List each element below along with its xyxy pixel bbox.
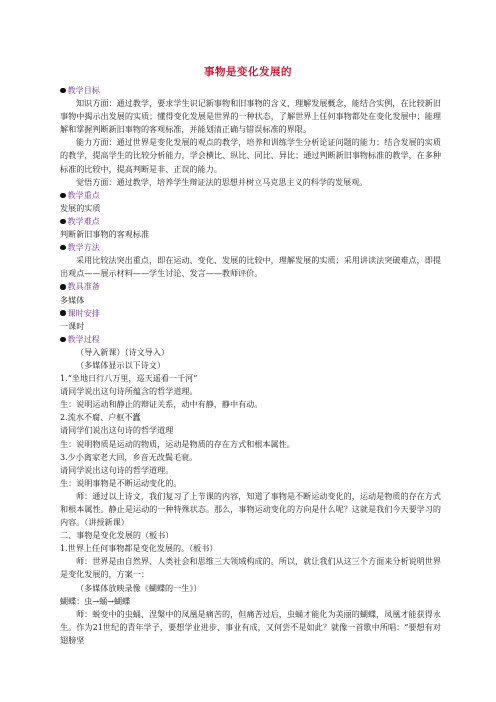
section-heading-goals: 教学目标 [60, 84, 441, 97]
paragraph: 一课时 [60, 320, 85, 331]
paragraph: 觉悟方面：通过教学，培养学生辩证法的思想并树立马克思主义的科学的发展观。 [76, 176, 368, 187]
bullet-icon [60, 310, 66, 316]
section-heading-hours: 课时安排 [60, 307, 441, 320]
document-body [60, 84, 441, 647]
bullet-icon [60, 88, 66, 94]
section-heading-tools: 教具准备 [60, 280, 441, 293]
paragraph: 师：通过以上诗文，我们复习了上节课的内容，知道了事物是不断运动变化的，运动是物质的存在方式和根本属性。静止是运动的一种特殊状态。那么，事物运动变化的方向是什么呢？这就是我们今天要学习的内容。（讲授新课） [60, 490, 441, 528]
section-heading-difficult: 教学难点 [60, 215, 441, 228]
paragraph: 请同学说出这句诗所蕴含的哲学道理。 [60, 386, 198, 397]
bullet-icon [60, 219, 66, 225]
paragraph: 3.少小离家老大回，乡音无改鬓毛衰。 [60, 451, 198, 462]
paragraph: 多媒体 [60, 294, 85, 305]
paragraph: 师：蜕变中的虫蛹、涅槃中的凤凰是痛苦的，但痛苦过后，虫蛹才能化为美丽的蝴蝶，凤凰才能获得永生。作为21世纪的青年学子，要想学业进步、事业有成，又何尝不是如此？就像一首歌中所唱：“要想有对翅膀坚 [60, 608, 441, 645]
paragraph: 发展的实质 [60, 202, 101, 213]
section-heading-process: 教学过程 [60, 333, 441, 346]
page-title: 事物是变化发展的 [204, 66, 292, 78]
paragraph: 判断新旧事物的客观标准 [60, 229, 150, 240]
paragraph: （导入新课）（诗文导入） [76, 346, 170, 357]
paragraph: 蝴蝶：虫→蛹→蝴蝶 [60, 595, 131, 606]
paragraph: 1.世界上任何事物都是变化发展的。（板书） [60, 543, 218, 554]
paragraph: 二、事物是变化发展的（板书） [60, 530, 174, 541]
bullet-icon [60, 284, 66, 290]
paragraph: 请同学们说出这句诗的哲学道理 [60, 425, 174, 436]
bullet-icon [60, 245, 66, 251]
paragraph: 1.“坐地日行八万里，巡天遥看一千河” [60, 373, 198, 384]
paragraph: 2.流水不腐、户枢不蠹 [60, 412, 141, 423]
bullet-icon [60, 337, 66, 343]
paragraph: （多媒体显示以下诗文） [76, 359, 166, 370]
section-heading-key: 教学重点 [60, 189, 441, 202]
paragraph: 生：说明物质是运动的物质，运动是物质的存在方式和根本属性。 [60, 438, 295, 449]
paragraph: 知识方面：通过教学，要求学生识记新事物和旧事物的含义，理解发展概念，能结合实例，在比较新旧事物中揭示出发展的实质；懂得变化发展是世界的一种状态，了解世界上任何事物都处在变化发展中；能理解和掌握判断新旧事物的客观标准，并能划清正确与错误标准的界限。 [60, 98, 441, 135]
paragraph: 生：说明运动和静止的辩证关系，动中有静，静中有动。 [60, 399, 263, 410]
paragraph: 采用比较法突出重点，即在运动、变化、发展的比较中，理解发展的实质；采用讲读法突破难点，即提出观点——展示材料——学生讨论、发言——教师评价。 [60, 255, 441, 279]
paragraph: 师：世界是由自然界、人类社会和思维三大领域构成的。所以，就让我们从这三个方面来分析说明世界是变化发展的，方案一： [60, 556, 441, 580]
paragraph: （多媒体放映录像《蝴蝶的一生》） [76, 582, 202, 593]
paragraph: 能力方面：通过世界是变化发展的观点的教学，培养和训练学生分析论证问题的能力；结合发展的实质的教学，提高学生的比较分析能力，学会横比、纵比、同比、异比；通过判断新旧事物标准的教学，在多种标准的比较中，提高判断是非、正误的能力。 [60, 137, 441, 174]
paragraph: 生：说明事物是不断运动变化的。 [60, 477, 182, 488]
bullet-icon [60, 193, 66, 199]
paragraph: 请同学说出这句诗的哲学道理。 [60, 464, 174, 475]
section-heading-method: 教学方法 [60, 241, 441, 254]
